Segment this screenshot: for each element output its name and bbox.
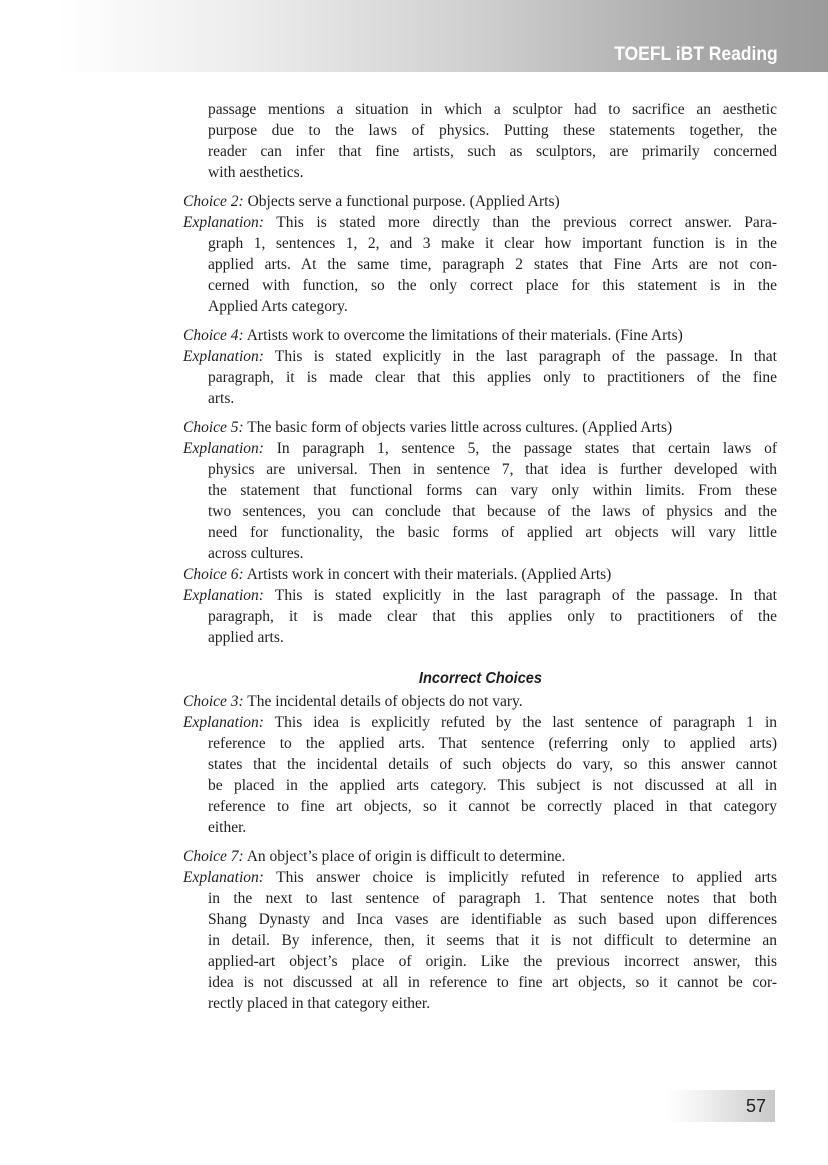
text-line: Choice 5: The basic form of objects varies little across cultures. (Applied Arts) [183,419,673,436]
explanation-choice-4 [183,346,777,409]
text-line: idea is not discussed at all in reference to fine art objects, so it cannot be cor- [208,974,777,991]
header-title: TOEFL iBT Reading [614,44,778,65]
text-line: applied arts. At the same time, paragraph 2 states that Fine Arts are not con- [208,256,777,273]
text-line: paragraph, it is made clear that this applies only to practitioners of the fine [208,369,777,386]
choice-label: Choice 4: [183,327,244,344]
text-line: applied arts. [208,629,284,646]
text-line: reference to fine art objects, so it cannot be correctly placed in that category [208,798,777,815]
text-line: Explanation: In paragraph 1, sentence 5, the passage states that certain laws of [183,440,777,457]
text-line: Choice 3: The incidental details of objects do not vary. [183,693,523,710]
text-line: Explanation: This answer choice is implicitly refuted in reference to applied arts [183,869,777,886]
text-line: reference to the applied arts. That sentence (referring only to applied arts) [208,735,777,752]
text-line: with aesthetics. [208,164,304,181]
footer-band [667,1090,775,1122]
explanation-choice-2 [183,212,777,317]
text-line: reader can infer that fine artists, such as sculptors, are primarily concerned [208,143,777,160]
text-line: physics are universal. Then in sentence 7, that idea is further developed with [208,461,777,478]
explanation-choice-5 [183,438,777,564]
explanation-label: Explanation: [183,587,264,604]
text-line: Choice 6: Artists work in concert with their materials. (Applied Arts) [183,566,612,583]
text-line: Choice 7: An object’s place of origin is difficult to determine. [183,848,566,865]
choice-label: Choice 2: [183,193,244,210]
choice-7 [183,846,777,867]
choice-label: Choice 5: [183,419,244,436]
choice-4 [183,325,777,346]
continuation-paragraph [183,99,777,183]
text-line: across cultures. [208,545,304,562]
text-line: Choice 4: Artists work to overcome the limitations of their materials. (Fine Arts) [183,327,683,344]
explanation-label: Explanation: [183,440,264,457]
text-line: applied-art object’s place of origin. Like the previous incorrect answer, this [208,953,777,970]
section-heading-text: Incorrect Choices [418,670,542,687]
text-line: Choice 2: Objects serve a functional purpose. (Applied Arts) [183,193,560,210]
text-line: be placed in the applied arts category. This subject is not discussed at all in [208,777,777,794]
choice-label: Choice 7: [183,848,244,865]
text-line: either. [208,819,247,836]
choice-label: Choice 6: [183,566,244,583]
choice-2 [183,191,777,212]
text-line: Shang Dynasty and Inca vases are identifiable as such based upon differences [208,911,777,928]
explanation-label: Explanation: [183,869,264,886]
choice-label: Choice 3: [183,693,244,710]
text-line: purpose due to the laws of physics. Putting these statements together, the [208,122,777,139]
explanation-choice-7 [183,867,777,1014]
explanation-choice-3 [183,712,777,838]
text-line: Explanation: This is stated explicitly in the last paragraph of the passage. In that [183,587,777,604]
text-line: states that the incidental details of such objects do vary, so this answer cannot [208,756,777,773]
page-number: 57 [745,1095,766,1116]
text-line: cerned with function, so the only correct place for this statement is in the [208,277,777,294]
text-line: Explanation: This is stated explicitly in the last paragraph of the passage. In that [183,348,777,365]
text-line: in detail. By inference, then, it seems that it is not difficult to determine an [208,932,777,949]
text-line: Explanation: This is stated more directly than the previous correct answer. Para- [183,214,777,231]
explanation-choice-6 [183,585,777,648]
text-line: rectly placed in that category either. [208,995,431,1012]
text-line: arts. [208,390,235,407]
choice-5 [183,417,777,438]
text-line: two sentences, you can conclude that because of the laws of physics and the [208,503,777,520]
text-line: in the next to last sentence of paragraph 1. That sentence notes that both [208,890,777,907]
header-band [0,0,828,72]
text-line: Applied Arts category. [208,298,348,315]
page-body [183,99,777,1014]
text-line: Explanation: This idea is explicitly refuted by the last sentence of paragraph 1 in [183,714,777,731]
explanation-label: Explanation: [183,714,264,731]
explanation-label: Explanation: [183,214,264,231]
incorrect-choices-heading [183,668,777,689]
text-line: paragraph, it is made clear that this applies only to practitioners of the [208,608,777,625]
text-line: need for functionality, the basic forms of applied art objects will vary little [208,524,777,541]
text-line: the statement that functional forms can vary only within limits. From these [208,482,777,499]
text-line: graph 1, sentences 1, 2, and 3 make it clear how important function is in the [208,235,777,252]
explanation-label: Explanation: [183,348,264,365]
choice-3 [183,691,777,712]
choice-6 [183,564,777,585]
text-line: passage mentions a situation in which a sculptor had to sacrifice an aesthetic [208,101,777,118]
